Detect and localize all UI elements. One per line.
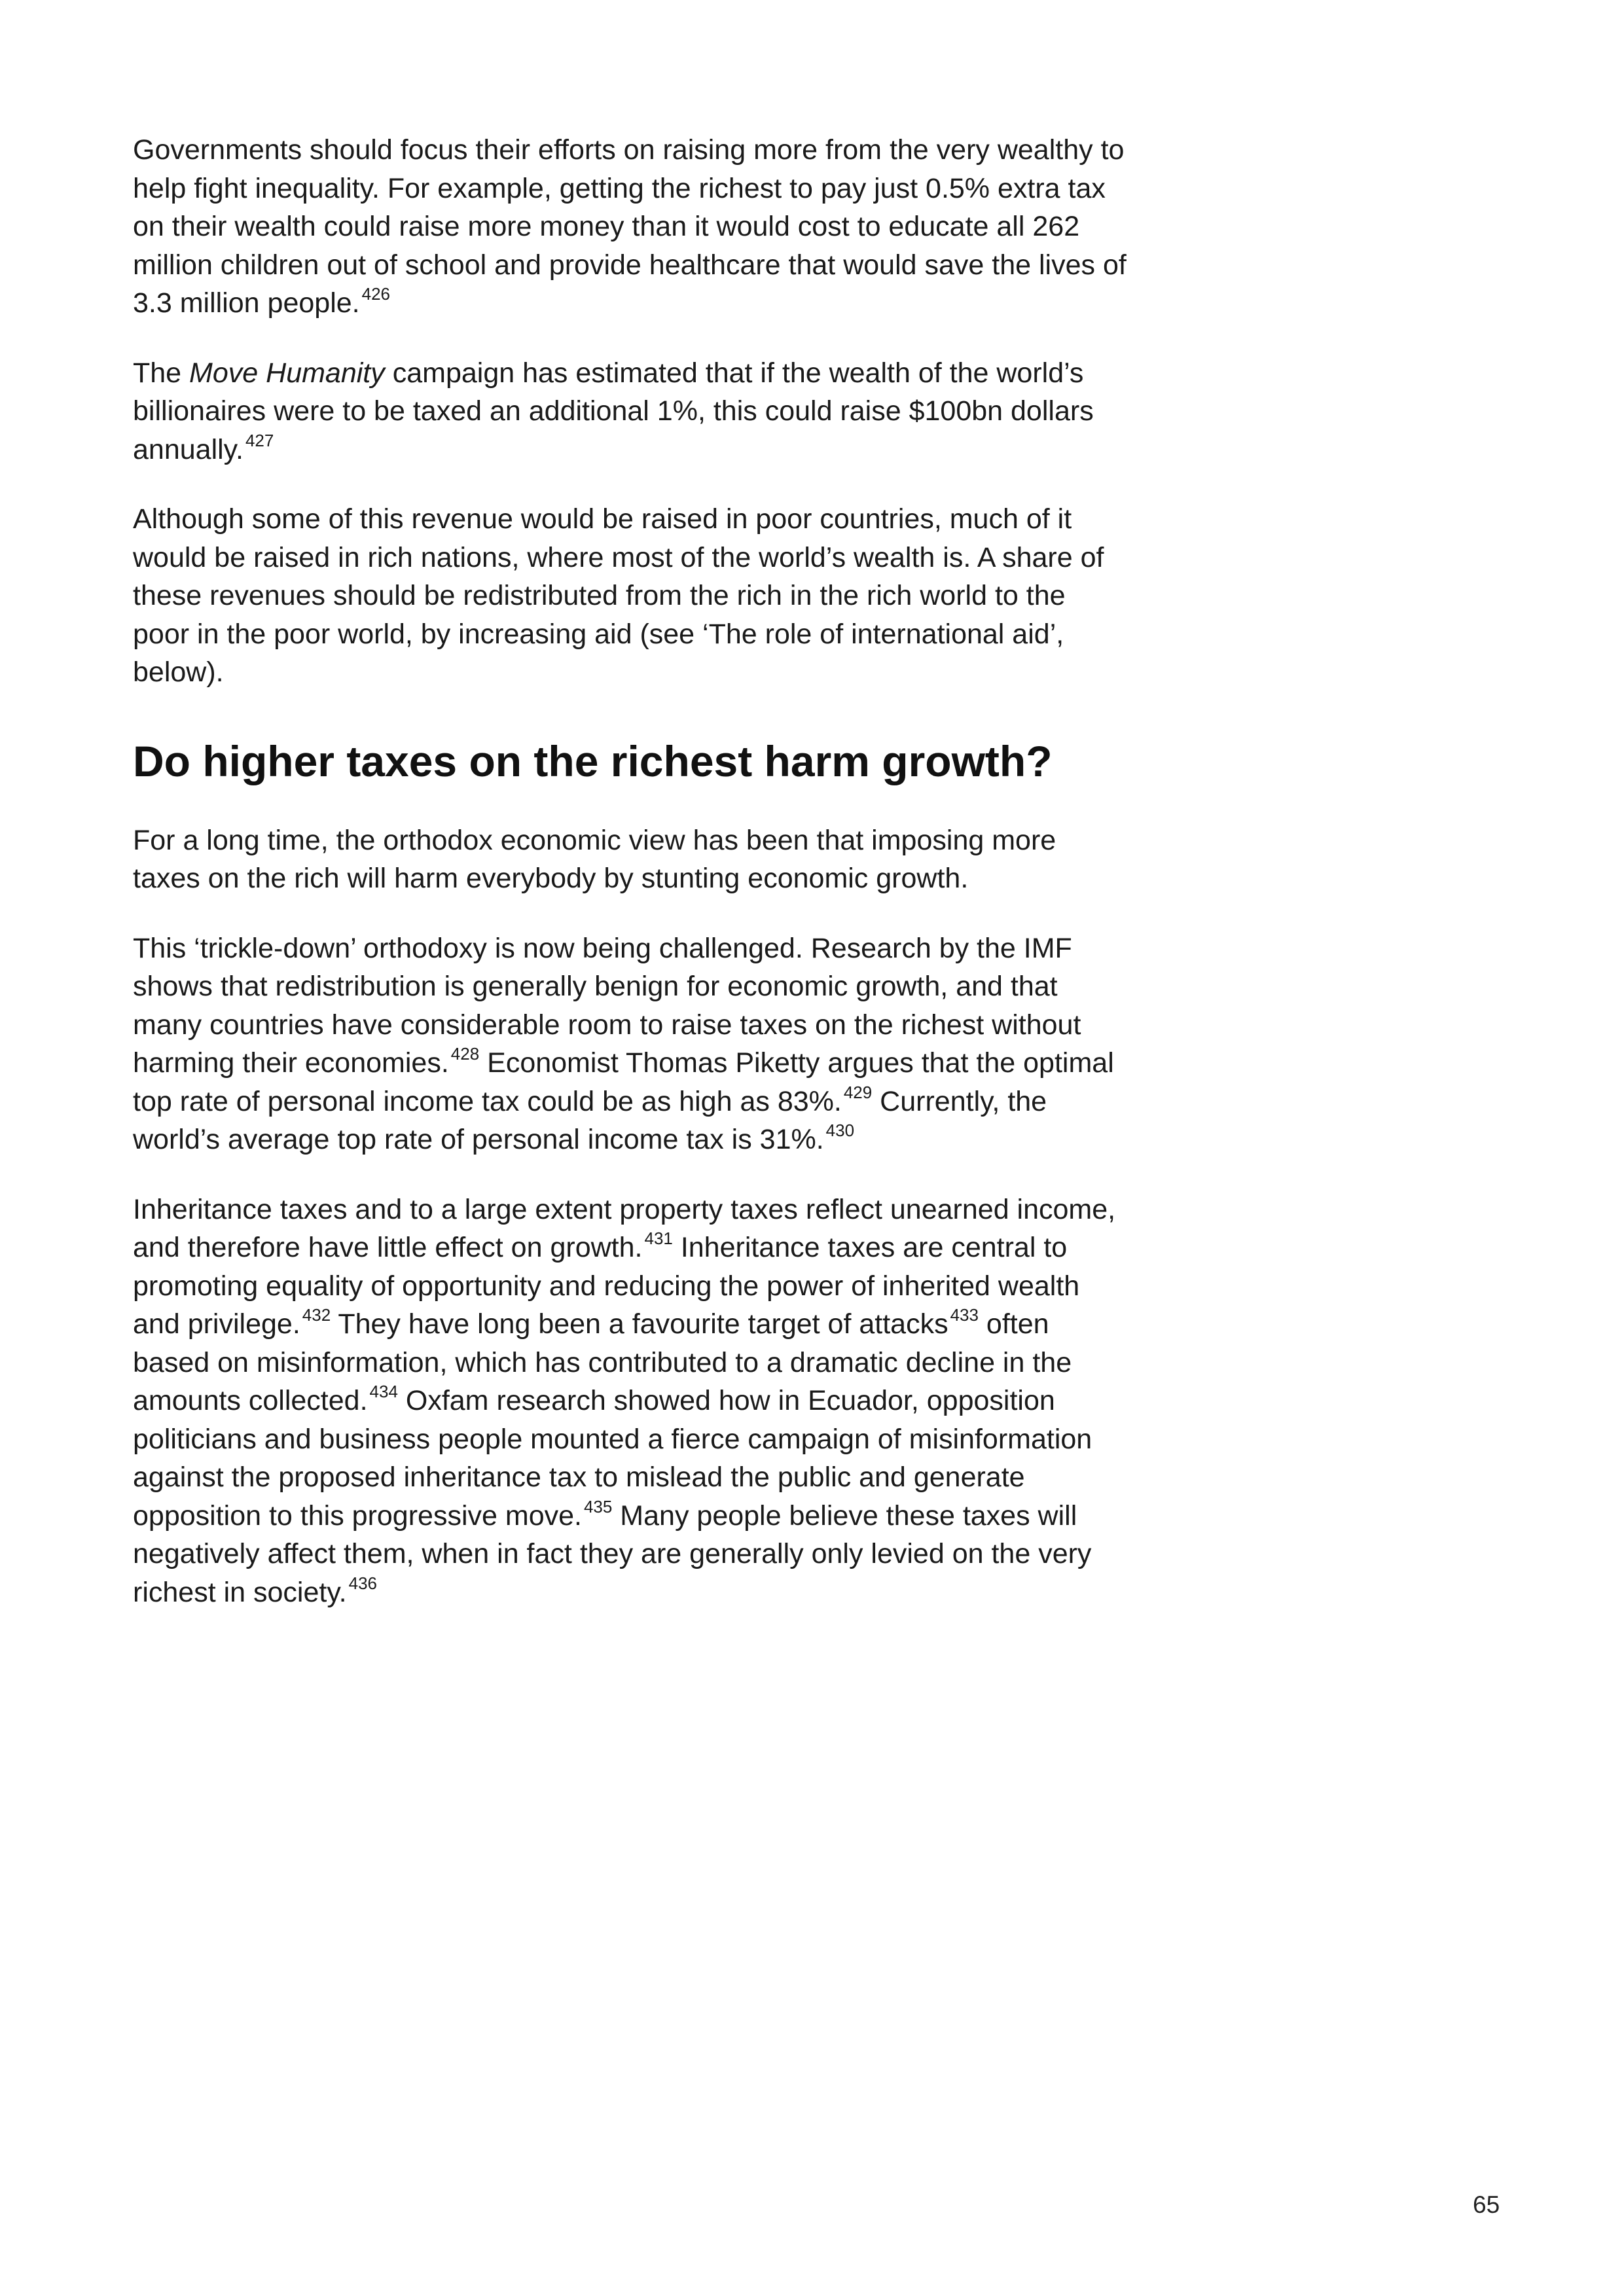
paragraph-text: Many people believe these taxes will negatively affect them, when in fact they are generally only levied on the very richest in society. — [133, 1499, 1092, 1608]
footnote-reference: 430 — [825, 1121, 855, 1140]
paragraph-text: Currently, the world’s average top rate of personal income tax is 31%. — [133, 1085, 1047, 1155]
paragraph-text: campaign has estimated that if the wealth of the world’s billionaires were to be taxed an additional 1%, this could raise $100bn dollars annually. — [133, 357, 1094, 465]
footnote-reference: 434 — [369, 1382, 398, 1401]
body-paragraph — [133, 500, 1128, 692]
paragraph-text: Although some of this revenue would be raised in poor countries, much of it would be raised in rich nations, where most of the world’s wealth is. A share of these revenues should be redistributed from the rich in the rich world to the poor in the poor world, by increasing aid (see ‘The role of international aid’, below). — [133, 503, 1104, 688]
paragraph-text: The — [133, 357, 190, 389]
footnote-reference: 435 — [583, 1496, 613, 1516]
body-paragraph — [133, 1191, 1128, 1612]
footnote-reference: 431 — [644, 1229, 673, 1248]
page-content — [133, 131, 1128, 1643]
body-paragraph — [133, 821, 1128, 898]
paragraph-text: For a long time, the orthodox economic view has been that imposing more taxes on the rich will harm everybody by stunting economic growth. — [133, 824, 1056, 894]
paragraph-text: Inheritance taxes are central to promoting equality of opportunity and reducing the power of inherited wealth and privilege. — [133, 1232, 1080, 1340]
page-number: 65 — [1473, 2191, 1500, 2218]
paragraph-text: They have long been a favourite target of attacks — [331, 1308, 948, 1340]
body-paragraph — [133, 929, 1128, 1159]
paragraph-text: This ‘trickle-down’ orthodoxy is now being challenged. Research by the IMF shows that redistribution is generally benign for economic growth, and that many countries have considerable room to raise taxes on the richest without harming their economies. — [133, 932, 1081, 1079]
paragraph-text: often based on misinformation, which has contributed to a dramatic decline in the amounts collected. — [133, 1308, 1072, 1416]
footnote-reference: 429 — [843, 1082, 873, 1102]
paragraph-text: Governments should focus their efforts on raising more from the very wealthy to help fight inequality. For example, getting the richest to pay just 0.5% extra tax on their wealth could raise more money than it would cost to educate all 262 million children out of school and provide healthcare that would save the lives of 3.3 million people. — [133, 134, 1127, 319]
intro-paragraphs — [133, 131, 1128, 692]
paragraph-text: Economist Thomas Piketty argues that the optimal top rate of personal income tax could be as high as 83%. — [133, 1047, 1114, 1117]
campaign-name: Move Humanity — [189, 357, 385, 389]
paragraph-text: Inheritance taxes and to a large extent property taxes reflect unearned income, and therefore have little effect on growth. — [133, 1193, 1116, 1263]
footnote-reference: 432 — [302, 1305, 331, 1325]
footnote-reference: 427 — [245, 430, 274, 450]
footnote-reference: 428 — [450, 1044, 480, 1064]
footnote-reference: 433 — [950, 1305, 979, 1325]
section-paragraphs — [133, 821, 1128, 1612]
section-heading: Do higher taxes on the richest harm growth? — [133, 736, 1053, 785]
body-paragraph — [133, 354, 1128, 469]
paragraph-text: Oxfam research showed how in Ecuador, opposition politicians and business people mounted a fierce campaign of misinformation against the proposed inheritance tax to mislead the public and generate opposition to this progressive move. — [133, 1385, 1092, 1532]
footnote-reference: 426 — [361, 284, 390, 304]
body-paragraph — [133, 131, 1128, 323]
footnote-reference: 436 — [348, 1573, 377, 1593]
